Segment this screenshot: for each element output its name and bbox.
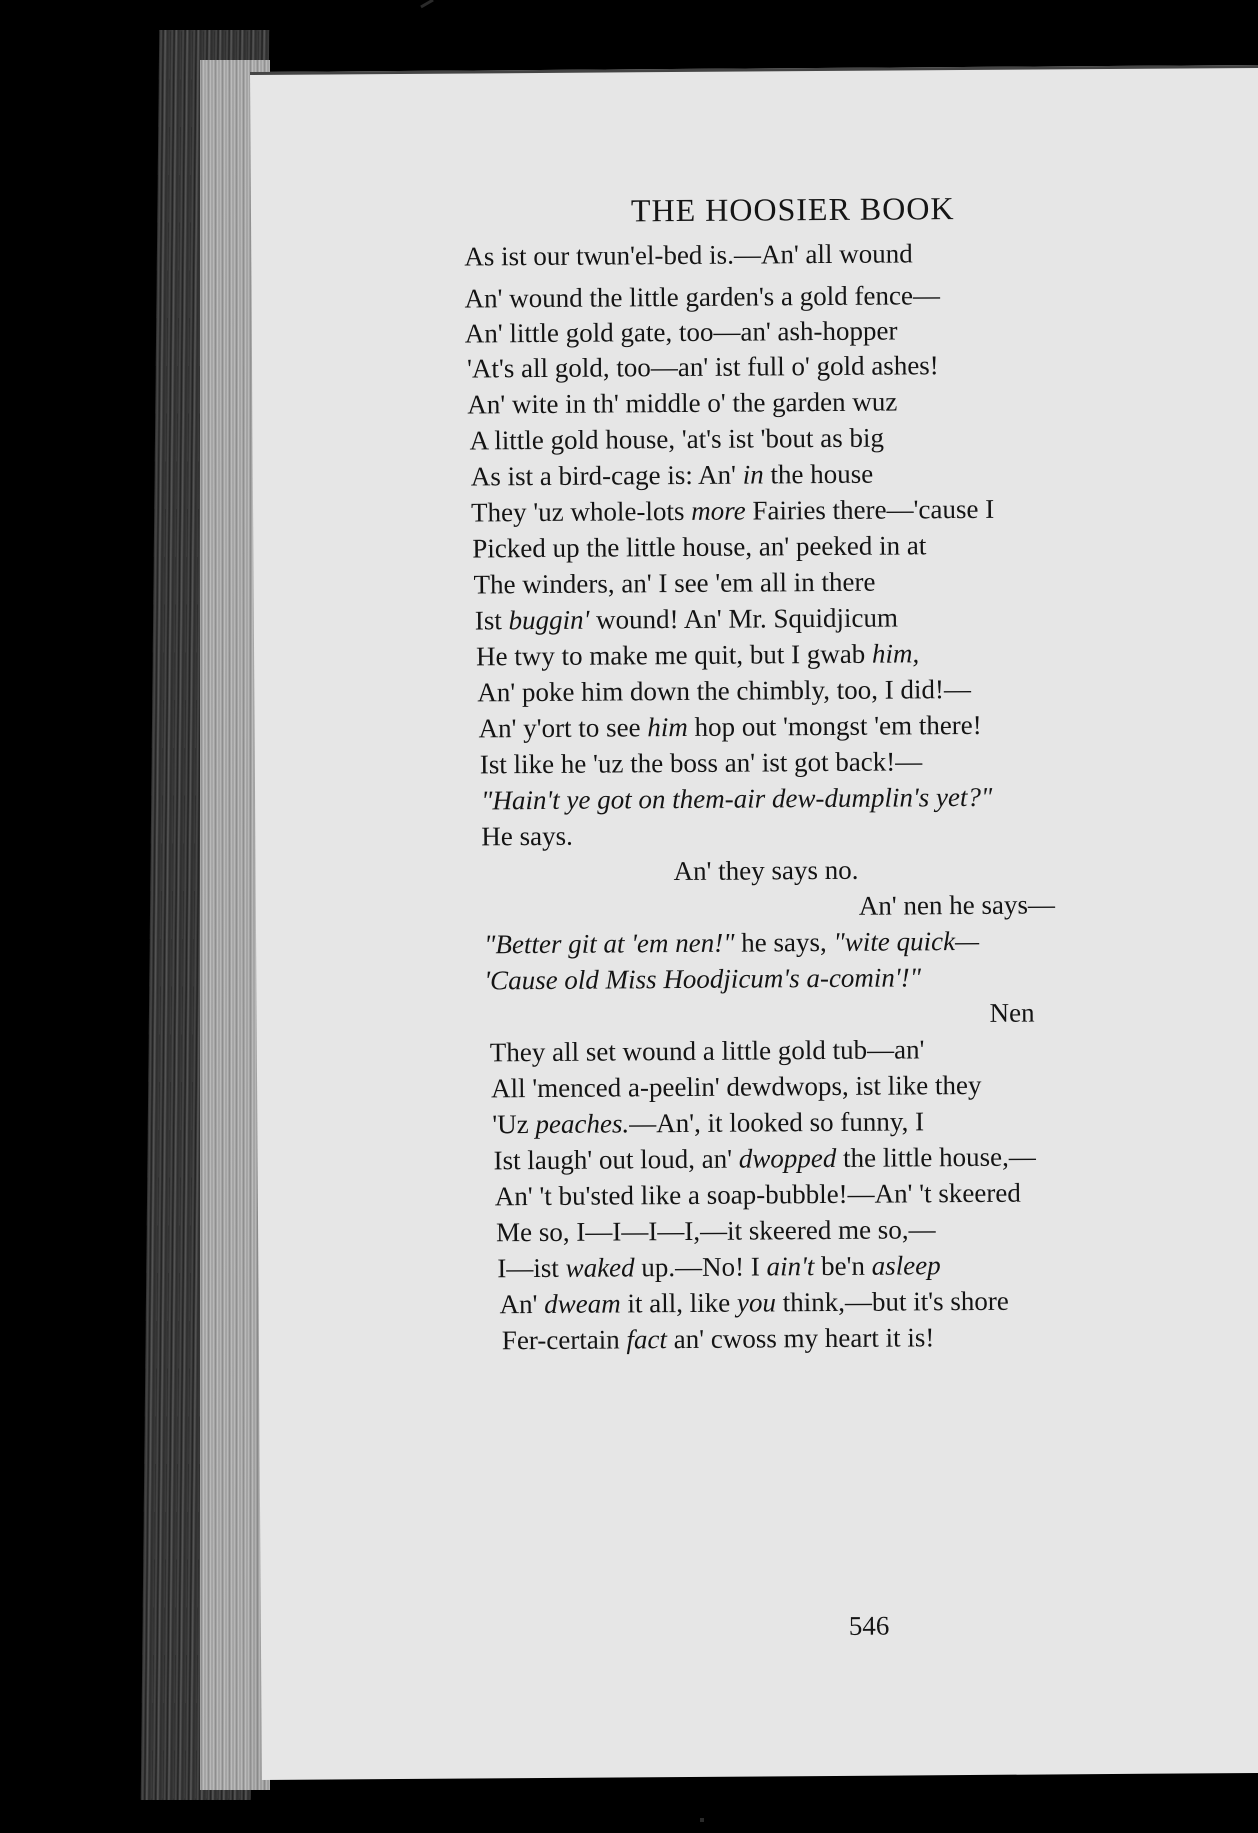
poem-line: Fer-certain fact an' cwoss my heart it is! [501, 1322, 935, 1356]
poem-line: They all set wound a little gold tub—an' [489, 1034, 925, 1068]
poem-line: All 'menced a-peelin' dewdwops, ist like they [490, 1069, 982, 1104]
poem-line: An' 't bu'sted like a soap-bubble!—An' 't skeered [494, 1177, 1021, 1212]
poem-line: An' poke him down the chimbly, too, I did!— [477, 673, 971, 708]
poem-line: An' nen he says— [858, 889, 1056, 921]
poem-line: 'Uz peaches.—An', it looked so funny, I [492, 1106, 925, 1140]
poem-line: A little gold house, 'at's ist 'bout as big [469, 422, 885, 456]
poem-line: An' y'ort to see him hop out 'mongst 'em there! [478, 709, 982, 744]
scan-speck [420, 0, 434, 8]
poem-line: They 'uz whole-lots more Fairies there—'cause I [470, 493, 995, 528]
poem-text [464, 238, 1244, 1356]
poem-line: The winders, an' I see 'em all in there [473, 566, 876, 600]
poem-line: An' dweam it all, like you think,—but it's shore [499, 1285, 1009, 1320]
poem-line: Picked up the little house, an' peeked in at [472, 530, 927, 564]
poem-line: Ist laugh' out loud, an' dwopped the little house,— [493, 1141, 1036, 1176]
poem-line: As ist our twun'el-bed is.—An' all wound [464, 238, 913, 272]
page-number: 546 [848, 1610, 890, 1641]
poem-line: An' they says no. [673, 854, 859, 887]
poem-line: 'Cause old Miss Hoodjicum's a-comin'!" [484, 962, 922, 996]
poem-line: An' little gold gate, too—an' ash-hopper [464, 315, 898, 349]
poem-line: "Better git at 'em nen!" he says, "wite quick— [483, 925, 980, 960]
poem-line: An' wound the little garden's a gold fence— [464, 280, 941, 314]
poem-line: Ist like he 'uz the boss an' ist got back!— [479, 746, 923, 780]
poem-line: I—ist waked up.—No! I ain't be'n asleep [497, 1250, 941, 1284]
scan-speck [700, 1818, 704, 1822]
poem-line: Nen [989, 997, 1035, 1028]
poem-line: "Hain't ye got on them-air dew-dumplin's yet?" [480, 781, 993, 816]
poem-line: Ist buggin' wound! An' Mr. Squidjicum [474, 602, 899, 636]
poem-line: He twy to make me quit, but I gwab him, [475, 638, 920, 672]
poem-line: He says. [481, 820, 573, 852]
poem-line: Me so, I—I—I—I,—it skeered me so,— [496, 1214, 936, 1248]
poem-line: An' wite in th' middle o' the garden wuz [467, 386, 898, 420]
poem-line: As ist a bird-cage is: An' in the house [470, 458, 874, 492]
poem-line: 'At's all gold, too—an' ist full o' gold ashes! [466, 350, 939, 384]
book-page [250, 65, 1258, 1780]
running-head: THE HOOSIER BOOK [630, 190, 955, 229]
